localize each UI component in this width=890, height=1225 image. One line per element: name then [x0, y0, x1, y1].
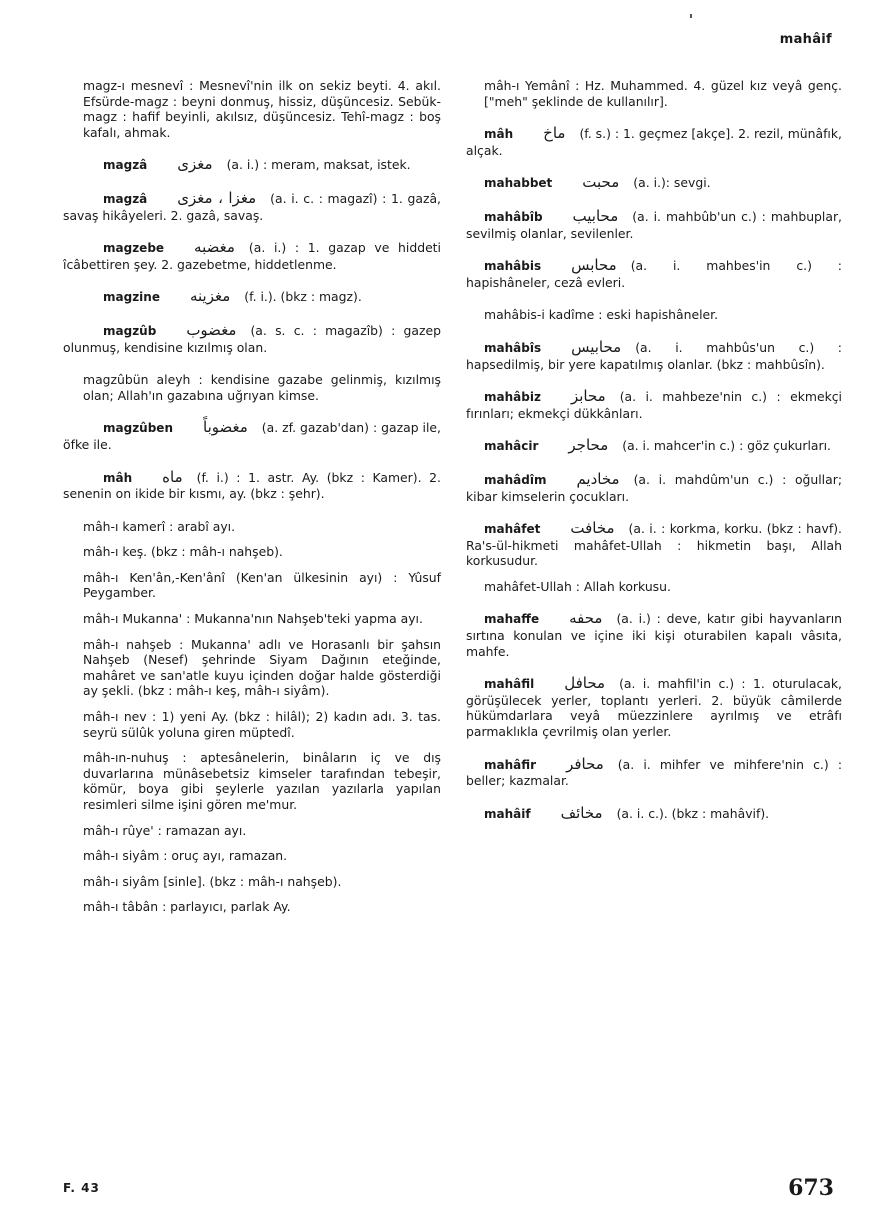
entry-mahabis-2: [466, 337, 842, 372]
arabic-spelling: مغزينه: [189, 287, 231, 306]
headword: magzâ: [103, 158, 148, 173]
entry-mah-i-nahseb: [63, 637, 441, 699]
entry-magzubun-aleyh: [63, 372, 441, 403]
headword: magzine: [103, 290, 160, 305]
entry-mahafet: [466, 521, 842, 569]
arabic-spelling: مخافت: [570, 519, 615, 538]
entry-mahaffe: [466, 611, 842, 659]
entry-text: (a. i. mahcer'in c.) : göz çukurları.: [622, 438, 831, 454]
entry-text: (a. i. mahdûm'un c.) : oğullar; kibar kimselerin çocukları.: [466, 471, 842, 504]
entry-mah-i-kameri: [63, 519, 441, 535]
entry-mahabib: [466, 206, 842, 241]
scan-mark: [690, 14, 692, 18]
page-number: 673: [788, 1175, 834, 1201]
entry-mahabiz: [466, 389, 842, 421]
headword: mahâbîb: [484, 209, 543, 224]
entry-mahabis-i-kadime: [466, 307, 842, 323]
entry-text: mâh-ı siyâm : oruç ayı, ramazan.: [83, 848, 288, 864]
entry-text: (a. i.) : deve, katır gibi hayvanların sırtına konulan ve içine iki kişi oturabilen kapalı vâsıta, mahfe.: [466, 611, 842, 659]
headword: mahâcir: [484, 439, 539, 454]
arabic-spelling: محابيب: [572, 206, 619, 225]
entry-mah-1: [63, 467, 441, 502]
arabic-spelling: ماخ: [543, 124, 566, 143]
entry-text: mâh-ı siyâm [sinle]. (bkz : mâh-ı nahşeb).: [83, 873, 342, 889]
entry-mahacir: [466, 438, 842, 455]
headword: mahâfil: [484, 677, 535, 692]
headword: magzûben: [103, 421, 173, 436]
arabic-spelling: مغزى: [177, 155, 213, 174]
arabic-spelling: محاجر: [568, 436, 609, 455]
headword: mahâdîm: [484, 472, 547, 487]
entry-mahafet-ullah: [466, 579, 842, 595]
entry-mah-2: [466, 126, 842, 158]
entry-mah-i-nev: [63, 709, 441, 740]
entry-text: (a. i. mahbûs'un c.) : hapsedilmiş, bir yere kapatılmış olanlar. (bkz : mahbûsîn).: [466, 339, 842, 372]
entry-text: mâh-ı nahşeb : Mukanna' adlı ve Horasanlı bir şahsın Nahşeb (Nesef) şehrinde Siyam Dağının eteğinde, mahâret ve san'atle kuyu içinden doğar halde gösterdiği ay şekli. (bkz : mâh-ı keş, mâh-ı siyâm).: [83, 636, 441, 699]
entry-text: (a. i. c.). (bkz : mahâvif).: [616, 805, 770, 821]
entry-text: (a. zf. gazab'dan) : gazap ile, öfke ile.: [63, 420, 441, 452]
entry-magzuben: [63, 420, 441, 452]
left-column: [63, 78, 441, 925]
entry-text: (a. i. mahfil'in c.) : 1. oturulacak, görüşülecek yerler, toplantı yerleri. 2. büyük câmilerde hükümdarlara veyâ müezzinlere ayrılmış ve etrâfı parmaklıkla çevrilmiş olan yerler.: [466, 676, 842, 740]
arabic-spelling: مغضبه: [194, 238, 235, 257]
entry-text: magz-ı mesnevî : Mesnevî'nin ilk on sekiz beyti. 4. akıl. Efsürde-magz : beyni donmuş, hissiz, düşüncesiz. Sebük-magz : hafif beyinli, akılsız, düşüncesiz. Tehî-magz : boş kafalı, ahmak.: [83, 78, 441, 140]
entry-text: (a. i. c. : magazî) : 1. gazâ, savaş hikâyeleri. 2. gazâ, savaş.: [63, 190, 441, 223]
arabic-spelling: محابز: [570, 387, 606, 406]
entry-mahafil: [466, 676, 842, 739]
entry-text: (f. i.) : 1. astr. Ay. (bkz : Kamer). 2. senenin on ikide bir kısmı, ay. (bkz : şehr).: [63, 469, 441, 502]
entry-mah-i-kenan: [63, 570, 441, 601]
headword: magzebe: [103, 241, 165, 256]
entry-text: (a. i.) : 1. gazap ve hiddeti îcâbettiren şey. 2. gazebetme, hiddetlenme.: [63, 240, 441, 272]
entry-text: mâh-ı nev : 1) yeni Ay. (bkz : hilâl); 2) kadın adı. 3. tas. seyrü sülûk yoluna giren müptedî.: [83, 709, 441, 740]
arabic-spelling: محافر: [566, 754, 604, 773]
arabic-spelling: مخائف: [560, 803, 603, 822]
entry-text: mâh-ı kamerî : arabî ayı.: [83, 518, 236, 534]
entry-text: (f. i.). (bkz : magz).: [244, 289, 362, 305]
arabic-spelling: محابيس: [571, 337, 622, 356]
entry-text: (a. i. mahbeze'nin c.) : ekmekçi fırınları; ekmekçi dükkânları.: [466, 389, 842, 421]
headword: mahabbet: [484, 176, 553, 191]
entry-mahabbet: [466, 175, 842, 192]
entry-mah-in-nuhus: [63, 750, 441, 812]
arabic-spelling: محابس: [571, 256, 617, 275]
headword: mahâfir: [484, 757, 537, 772]
arabic-spelling: محفه: [569, 609, 603, 628]
entry-magza-2: [63, 188, 441, 223]
entry-text: (f. s.) : 1. geçmez [akçe]. 2. rezil, münâfık, alçak.: [466, 126, 842, 158]
arabic-spelling: مغضوب: [186, 320, 237, 339]
arabic-spelling: ماه: [162, 467, 183, 486]
entry-mah-i-ruye: [63, 823, 441, 839]
entry-text: (a. i. mahbûb'un c.) : mahbuplar, sevilmiş olanlar, sevilenler.: [466, 208, 842, 241]
headword: mâh: [484, 127, 514, 142]
entry-magz-i-mesnevi: [63, 78, 441, 140]
headword: mahâbiz: [484, 390, 541, 405]
entry-text: (a. i. mahbes'in c.) : hapishâneler, cezâ evleri.: [466, 258, 842, 290]
entry-mah-i-siyam-sinle: [63, 874, 441, 890]
entry-mah-i-taban: [63, 899, 441, 915]
arabic-spelling: محبت: [582, 173, 620, 192]
headword: mahâbis: [484, 259, 542, 274]
entry-mahaif: [466, 803, 842, 823]
entry-magzebe: [63, 240, 441, 272]
entry-magzine: [63, 289, 441, 306]
entry-mahafir: [466, 754, 842, 789]
entry-magza-1: [63, 157, 441, 174]
entry-mah-i-yemani: [466, 78, 842, 109]
arabic-spelling: مغزا ، مغزى: [177, 188, 257, 207]
entry-text: mâh-ı rûye' : ramazan ayı.: [83, 822, 247, 838]
arabic-spelling: محافل: [564, 674, 606, 693]
signature-mark: F. 43: [63, 1181, 100, 1195]
headword: magzûb: [103, 323, 157, 338]
entry-text: mahâbis-i kadîme : eski hapishâneler.: [484, 307, 719, 323]
entry-text: mâh-ı tâbân : parlayıcı, parlak Ay.: [83, 899, 291, 915]
headword: mahâif: [484, 806, 531, 821]
arabic-spelling: مخاديم: [576, 469, 620, 488]
entry-text: (a. i. mihfer ve mihfere'nin c.) : beller; kazmalar.: [466, 756, 842, 789]
headword: magzâ: [103, 191, 148, 206]
entry-mahadim: [466, 469, 842, 504]
entry-text: mahâfet-Ullah : Allah korkusu.: [484, 578, 671, 594]
entry-mah-i-kes: [63, 544, 441, 560]
entry-text: magzûbün aleyh : kendisine gazabe gelinmiş, kızılmış olan; Allah'ın gazabına uğrıyan kimse.: [83, 372, 441, 403]
entry-mahabis: [466, 258, 842, 290]
entry-text: mâh-ı Ken'ân,-Ken'ânî (Ken'an ülkesinin ayı) : Yûsuf Peygamber.: [83, 569, 441, 601]
right-column: [466, 78, 842, 839]
headword: mahaffe: [484, 612, 540, 627]
entry-text: mâh-ı Mukanna' : Mukanna'nın Nahşeb'teki yapma ayı.: [83, 611, 423, 627]
running-head: mahâif: [779, 32, 832, 47]
headword: mahâbîs: [484, 340, 542, 355]
entry-text: mâh-ı Yemânî : Hz. Muhammed. 4. güzel kız veyâ genç. ["meh" şeklinde de kullanılır].: [484, 78, 842, 109]
entry-text: (a. i.): sevgi.: [633, 175, 711, 191]
entry-text: (a. s. c. : magazîb) : gazep olunmuş, kendisine kızılmış olan.: [63, 322, 441, 355]
entry-text: mâh-ın-nuhuş : aptesânelerin, binâların iç ve dış duvarlarına münâsebetsiz kimseler tarafından tebeşir, kömür, boya gibi şeylerle yazılan yazılarla yapılan resimleri silme işini gören me'mur.: [83, 750, 441, 812]
entry-magzub: [63, 320, 441, 355]
arabic-spelling: مغضوباً: [203, 418, 248, 437]
headword: mâh: [103, 470, 133, 485]
entry-mah-i-siyam: [63, 848, 441, 864]
headword: mahâfet: [484, 522, 541, 537]
entry-text: (a. i.) : meram, maksat, istek.: [226, 157, 411, 173]
entry-text: (a. i. : korkma, korku. (bkz : havf). Ra's-ül-hikmeti mahâfet-Ullah : hikmetin başı, Allah korkusudur.: [466, 521, 842, 569]
entry-text: mâh-ı keş. (bkz : mâh-ı nahşeb).: [83, 544, 283, 560]
entry-mah-i-mukanna: [63, 611, 441, 627]
